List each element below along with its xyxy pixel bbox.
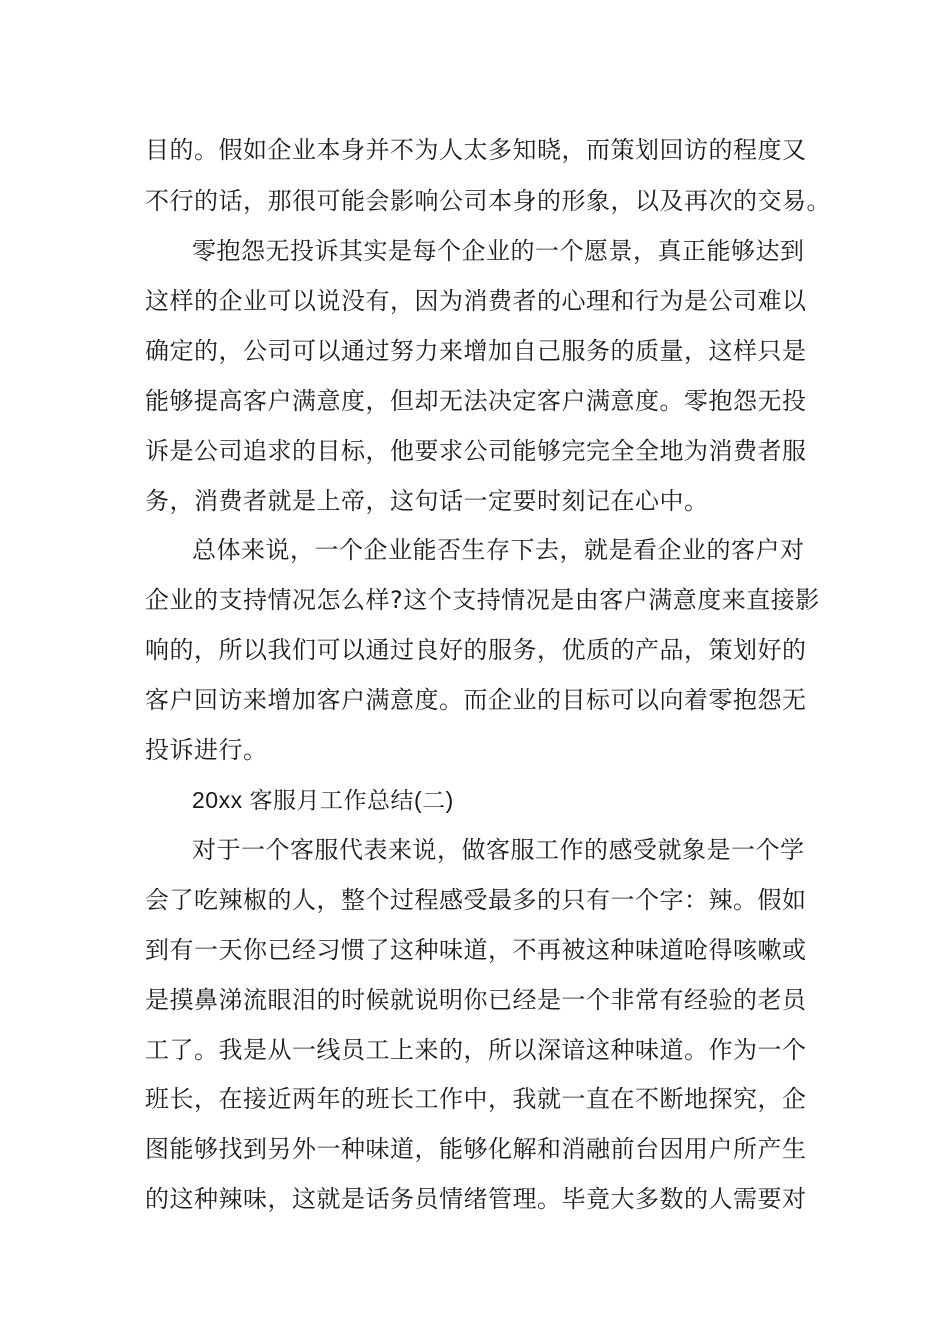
paragraph-start-line: 总体来说，一个企业能否生存下去，就是看企业的客户对 [192, 536, 805, 564]
text-line: 工了。我是从一线员工上来的，所以深谙这种味道。作为一个 [145, 1036, 807, 1064]
text-line: 投诉进行。 [145, 736, 268, 764]
text-line: 目的。假如企业本身并不为人太多知晓，而策划回访的程度又 [145, 136, 807, 164]
text-line: 到有一天你已经习惯了这种味道，不再被这种味道呛得咳嗽或 [145, 936, 807, 964]
text-line: 诉是公司追求的目标，他要求公司能够完完全全地为消费者服 [145, 437, 807, 465]
text-line: 确定的，公司可以通过努力来增加自己服务的质量，这样只是 [145, 337, 807, 365]
text-line: 会了吃辣椒的人，整个过程感受最多的只有一个字：辣。假如 [145, 886, 807, 914]
text-line: 不行的话，那很可能会影响公司本身的形象，以及再次的交易。 [145, 187, 831, 215]
text-line: 客户回访来增加客户满意度。而企业的目标可以向着零抱怨无 [145, 686, 807, 714]
text-line: 响的，所以我们可以通过良好的服务，优质的产品，策划好的 [145, 636, 807, 664]
text-line: 企业的支持情况怎么样?这个支持情况是由客户满意度来直接影 [145, 586, 820, 614]
text-line: 的这种辣味，这就是话务员情绪管理。毕竟大多数的人需要对 [145, 1185, 807, 1213]
paragraph-start-line: 对于一个客服代表来说，做客服工作的感受就象是一个学 [192, 836, 805, 864]
text-line: 是摸鼻涕流眼泪的时候就说明你已经是一个非常有经验的老员 [145, 986, 807, 1014]
text-line: 能够提高客户满意度，但却无法决定客户满意度。零抱怨无投 [145, 387, 807, 415]
text-line: 班长，在接近两年的班长工作中，我就一直在不断地探究，企 [145, 1085, 807, 1113]
section-heading: 20xx 客服月工作总结(二) [192, 787, 454, 813]
text-line: 务，消费者就是上帝，这句话一定要时刻记在心中。 [145, 487, 709, 515]
paragraph-start-line: 零抱怨无投诉其实是每个企业的一个愿景，真正能够达到 [192, 237, 805, 265]
text-line: 图能够找到另外一种味道，能够化解和消融前台因用户所产生 [145, 1135, 807, 1163]
text-line: 这样的企业可以说没有，因为消费者的心理和行为是公司难以 [145, 287, 807, 315]
